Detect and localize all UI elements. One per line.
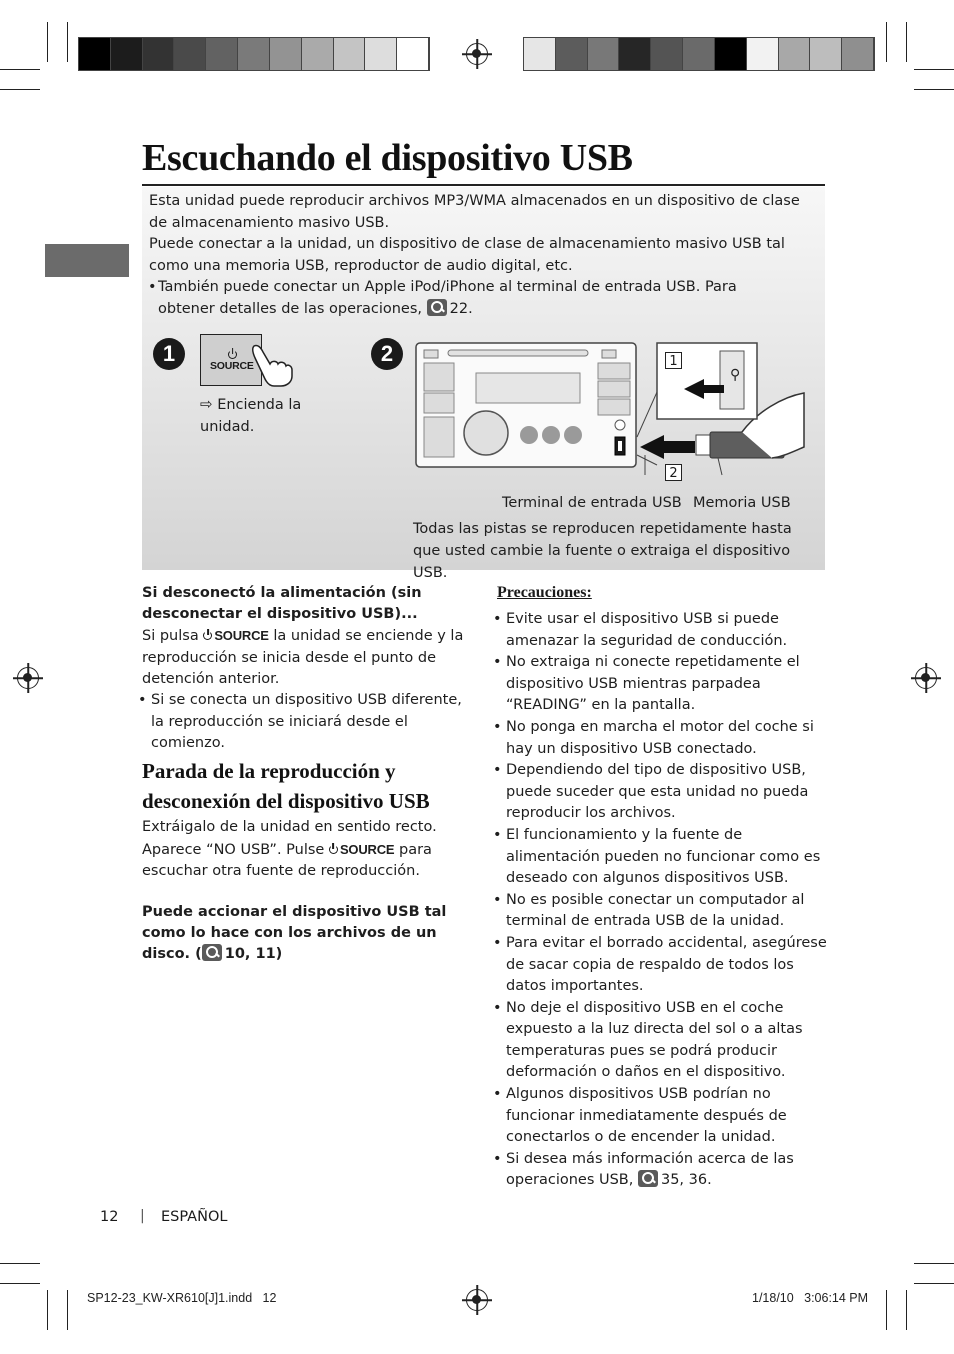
crop-mark [906, 1290, 907, 1330]
color-swatch [365, 38, 397, 70]
magnifier-ref-icon [638, 1170, 658, 1187]
list-item: • No es posible conectar un computador al terminal de entrada USB de la unidad. [497, 890, 827, 933]
magnifier-ref-icon [427, 299, 447, 316]
source-button-label: SOURCE [210, 360, 254, 372]
label-usb-memory: Memoria USB [693, 495, 791, 511]
crop-mark [886, 22, 887, 62]
footer-file: SP12-23_KW-XR610[J]1.indd 12 [87, 1291, 277, 1305]
list-item: • No deje el dispositivo USB en el coche expuesto a la luz directa del sol o a altas temperaturas pues se podrá producir deformación o daños en el dispositivo. [497, 998, 827, 1084]
crop-mark [0, 69, 40, 70]
color-swatch [842, 38, 874, 70]
list-item: • No ponga en marcha el motor del coche si hay un dispositivo USB conectado. [497, 717, 827, 760]
crop-mark [67, 22, 68, 62]
color-swatch [779, 38, 811, 70]
color-swatch [270, 38, 302, 70]
footer-language: ESPAÑOL [161, 1209, 228, 1225]
crop-mark [0, 1283, 40, 1284]
intro-bullet-text: También puede conectar un Apple iPod/iPhone al terminal de entrada USB. Para obtener detalles de las operaciones, [158, 279, 737, 317]
precautions-list [497, 609, 827, 1192]
repeat-note: Todas las pistas se reproducen repetidamente hasta que usted cambie la fuente o extraiga el dispositivo USB. [413, 521, 792, 581]
arrow-right-icon: ⇨ [200, 395, 213, 413]
step-1-text: ⇨ Encienda la unidad. [200, 395, 302, 435]
color-swatch [143, 38, 175, 70]
list-item: • No extraiga ni conecte repetidamente el dispositivo USB mientras parpadea “READING” en la pantalla. [497, 652, 827, 717]
magnifier-ref-icon [202, 944, 222, 961]
intro-bullet-ref: 22. [449, 301, 473, 317]
color-swatch [747, 38, 779, 70]
crop-mark [0, 89, 40, 90]
list-item: • Si se conecta un dispositivo USB diferente, la reproducción se iniciará desde el comienzo. [142, 690, 467, 755]
registration-mark-icon [466, 1289, 488, 1311]
intro-paragraph-2: Puede conectar a la unidad, un dispositivo de clase de almacenamiento masivo USB tal como una memoria USB, reproductor de audio digital, etc. [149, 236, 785, 274]
color-swatch [556, 38, 588, 70]
label-usb-terminal: Terminal de entrada USB [502, 495, 682, 511]
disc-note: Puede accionar el dispositivo USB tal como lo hace con los archivos de un disco. ( 10, 11) [142, 904, 447, 962]
footer-separator: | [140, 1208, 145, 1224]
intro-panel [142, 187, 825, 581]
page-number: 12 [100, 1209, 119, 1225]
callout-box-2: 2 [665, 464, 682, 481]
color-bar-right [523, 37, 875, 71]
footer-date: 1/18/10 3:06:14 PM [752, 1291, 869, 1305]
list-item: • Si desea más información acerca de las operaciones USB, 35, 36. [497, 1149, 827, 1192]
list-item: • Algunos dispositivos USB podrían no funcionar inmediatamente después de conectarlos o de encender la unidad. [497, 1084, 827, 1149]
stop-heading: Parada de la reproducción y desconexión del dispositivo USB [142, 759, 430, 813]
callout-box-1: 1 [665, 352, 682, 369]
precautions-heading: Precauciones: [497, 584, 592, 601]
color-swatch [397, 38, 429, 70]
color-swatch [79, 38, 111, 70]
crop-mark [47, 1290, 48, 1330]
source-key-label: SOURCE [339, 841, 395, 857]
title-rule [142, 184, 825, 186]
color-bar-left [78, 37, 430, 71]
color-swatch [334, 38, 366, 70]
color-swatch [619, 38, 651, 70]
color-swatch [810, 38, 842, 70]
crop-mark [47, 22, 48, 62]
crop-mark [914, 1283, 954, 1284]
intro-bullet: • También puede conectar un Apple iPod/iPhone al terminal de entrada USB. Para obtener detalles de las operaciones, 22. [148, 279, 737, 317]
registration-mark-icon [17, 667, 39, 689]
step-2-number: 2 [371, 338, 403, 370]
list-item: • Para evitar el borrado accidental, asegúrese de sacar copia de respaldo de todos los datos importantes. [497, 933, 827, 998]
crop-mark [914, 89, 954, 90]
color-swatch [302, 38, 334, 70]
color-swatch [651, 38, 683, 70]
disconnect-bullets [142, 690, 467, 755]
section-tab [45, 244, 129, 277]
color-swatch [111, 38, 143, 70]
crop-mark [914, 69, 954, 70]
step-1-number: 1 [153, 338, 185, 370]
color-swatch [588, 38, 620, 70]
crop-mark [914, 1263, 954, 1264]
color-swatch [524, 38, 556, 70]
crop-mark [906, 22, 907, 62]
usb-connection-diagram [412, 337, 812, 477]
list-item: • El funcionamiento y la fuente de alimentación pueden no funcionar como es deseado con algunos dispositivos USB. [497, 825, 827, 890]
power-icon [228, 350, 237, 359]
crop-mark [67, 1290, 68, 1330]
intro-paragraph-1: Esta unidad puede reproducir archivos MP3/WMA almacenados en un dispositivo de clase de almacenamiento masivo USB. [149, 193, 800, 231]
source-key-label: SOURCE [214, 628, 269, 643]
page-title: Escuchando el dispositivo USB [142, 137, 633, 179]
stop-text: Extráigalo de la unidad en sentido recto. Aparece “NO USB”. Pulse SOURCE para escuchar otra fuente de reproducción. [142, 819, 437, 880]
crop-mark [886, 1290, 887, 1330]
power-icon [203, 631, 212, 640]
disconnect-text: Si pulsa SOURCE la unidad se enciende y la reproducción se inicia desde el punto de detención anterior. [142, 628, 464, 688]
registration-mark-icon [915, 667, 937, 689]
color-swatch [174, 38, 206, 70]
list-item: • Dependiendo del tipo de dispositivo USB, puede suceder que esta unidad no pueda reproducir los archivos. [497, 760, 827, 825]
svg-text:⚲: ⚲ [730, 367, 741, 383]
color-swatch [683, 38, 715, 70]
registration-mark-icon [466, 43, 488, 65]
power-icon [329, 845, 338, 854]
color-swatch [206, 38, 238, 70]
list-item: • Evite usar el dispositivo USB si puede amenazar la seguridad de conducción. [497, 609, 827, 652]
color-swatch [238, 38, 270, 70]
color-swatch [715, 38, 747, 70]
finger-press-icon [250, 342, 296, 388]
disconnect-heading: Si desconectó la alimentación (sin desconectar el dispositivo USB)... [142, 585, 422, 622]
crop-mark [0, 1263, 40, 1264]
